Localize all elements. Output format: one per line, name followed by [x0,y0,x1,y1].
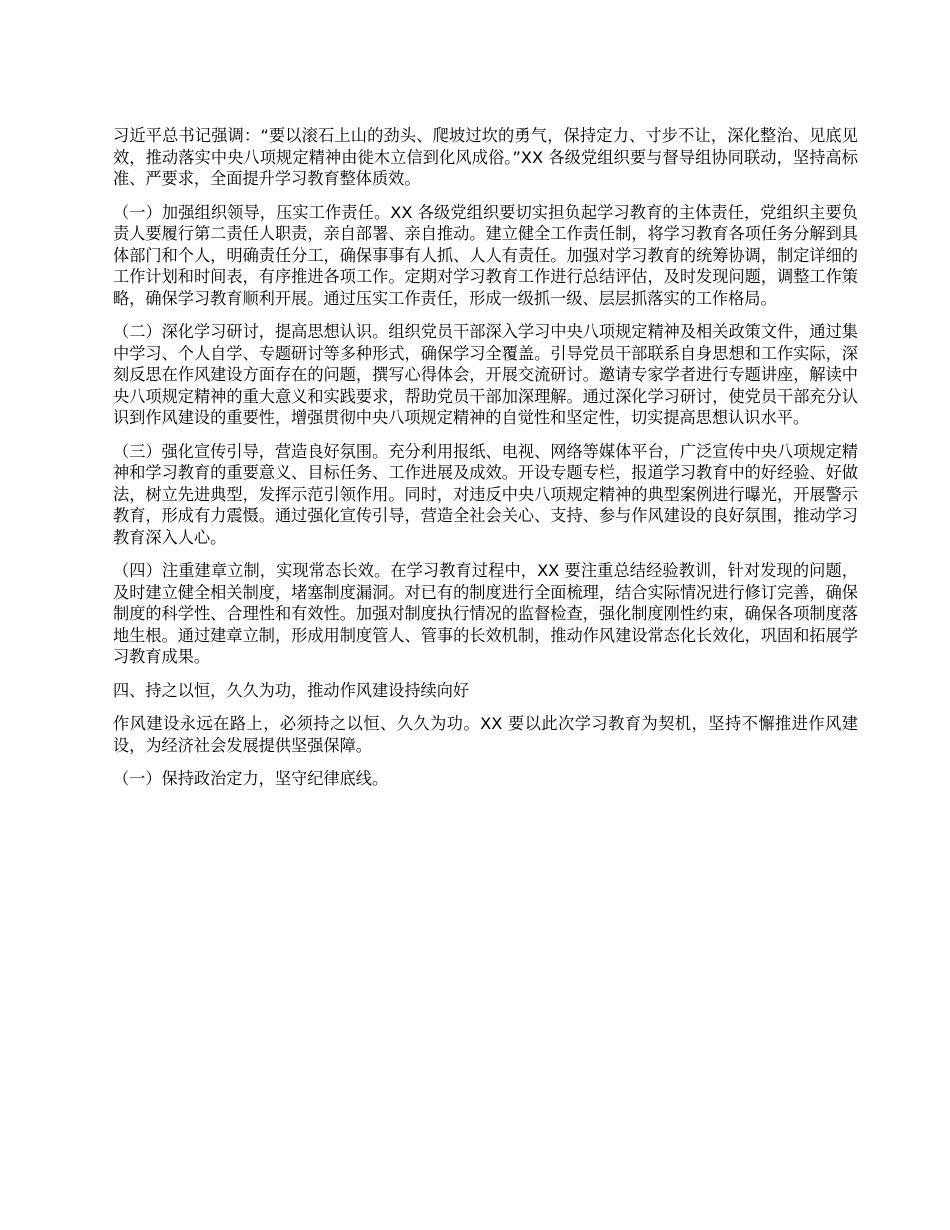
paragraph-institution-building: （四）注重建章立制，实现常态长效。在学习教育过程中，XX 要注重总结经验教训，针对发现的问题，及时建立健全相关制度，堵塞制度漏洞。对已有的制度进行全面梳理，结合实际情况进行修订完善，确保制度的科学性、合理性和有效性。加强对制度执行情况的监督检查，强化制度刚性约束，确保各项制度落地生根。通过建章立制，形成用制度管人、管事的长效机制，推动作风建设常态化长效化，巩固和拓展学习教育成果。 [113,561,858,666]
paragraph-persistence: 作风建设永远在路上，必须持之以恒、久久为功。XX 要以此次学习教育为契机，坚持不懈推进作风建设，为经济社会发展提供坚强保障。 [113,714,858,755]
section-heading: 四、持之以恒，久久为功，推动作风建设持续向好 [113,680,470,700]
paragraph-political-resolve: （一）保持政治定力，坚守纪律底线。 [113,769,389,788]
paragraph-quote: 习近平总书记强调：“要以滚石上山的劲头、爬坡过坎的勇气，保持定力、寸步不让，深化整治、见底见效，推动落实中央八项规定精神由徙木立信到化风成俗。”XX 各级党组织要与督导组协同联动，坚持高标准、严要求，全面提升学习教育整体质效。 [113,126,858,188]
paragraph-organization-leadership: （一）加强组织领导，压实工作责任。XX 各级党组织要切实担负起学习教育的主体责任，党组织主要负责人要履行第二责任人职责，亲自部署、亲自推动。建立健全工作责任制，将学习教育各项任务分解到具体部门和个人，明确责任分工，确保事事有人抓、人人有责任。加强对学习教育的统筹协调，制定详细的工作计划和时间表，有序推进各项工作。定期对学习教育工作进行总结评估，及时发现问题，调整工作策略，确保学习教育顺利开展。通过压实工作责任，形成一级抓一级、层层抓落实的工作格局。 [113,202,858,308]
paragraph-publicity-guidance: （三）强化宣传引导，营造良好氛围。充分利用报纸、电视、网络等媒体平台，广泛宣传中央八项规定精神和学习教育的重要意义、目标任务、工作进展及成效。开设专题专栏，报道学习教育中的好经验、好做法，树立先进典型，发挥示范引领作用。同时，对违反中央八项规定精神的典型案例进行曝光，开展警示教育，形成有力震慑。通过强化宣传引导，营造全社会关心、支持、参与作风建设的良好氛围，推动学习教育深入人心。 [113,441,858,547]
paragraph-study-discussion: （二）深化学习研讨，提高思想认识。组织党员干部深入学习中央八项规定精神及相关政策文件，通过集中学习、个人自学、专题研讨等多种形式，确保学习全覆盖。引导党员干部联系自身思想和工作实际，深刻反思在作风建设方面存在的问题，撰写心得体会，开展交流研讨。邀请专家学者进行专题讲座，解读中央八项规定精神的重大意义和实践要求，帮助党员干部加深理解。通过深化学习研讨，使党员干部充分认识到作风建设的重要性，增强贯彻中央八项规定精神的自觉性和坚定性，切实提高思想认识水平。 [113,322,858,427]
